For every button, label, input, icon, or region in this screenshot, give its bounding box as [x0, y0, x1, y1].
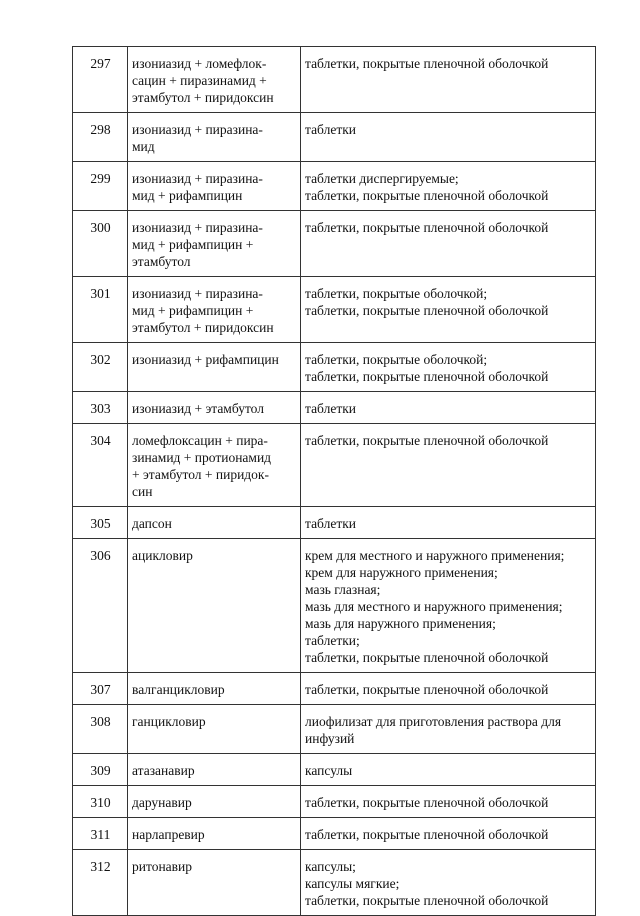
- dosage-form-line: таблетки;: [305, 633, 360, 648]
- dosage-form-cell: [301, 507, 596, 539]
- drug-name-line: + этамбутол + пиридок-: [132, 467, 269, 482]
- dosage-form-line: таблетки: [305, 122, 357, 137]
- row-number: 306: [73, 539, 128, 673]
- drug-name-cell: [128, 673, 301, 705]
- drug-name-line: изониазид + пиразина-: [132, 171, 263, 186]
- dosage-form-line: таблетки, покрытые пленочной оболочкой: [305, 795, 549, 810]
- table-row: [73, 424, 596, 507]
- dosage-form-line: таблетки диспергируемые;: [305, 171, 459, 186]
- drug-name-line: валганцикловир: [132, 682, 225, 697]
- dosage-form-line: таблетки, покрытые пленочной оболочкой: [305, 682, 549, 697]
- row-number: 310: [73, 786, 128, 818]
- drug-name-line: ломефлоксацин + пира-: [132, 433, 268, 448]
- drug-name-cell: [128, 705, 301, 754]
- dosage-form-line: крем для наружного применения;: [305, 565, 498, 580]
- drug-name-cell: [128, 211, 301, 277]
- dosage-form-cell: [301, 705, 596, 754]
- drug-name-line: нарлапревир: [132, 827, 205, 842]
- dosage-form-line: таблетки, покрытые пленочной оболочкой: [305, 650, 549, 665]
- row-number: 309: [73, 754, 128, 786]
- dosage-form-line: таблетки, покрытые пленочной оболочкой: [305, 220, 549, 235]
- drug-name-line: зинамид + протионамид: [132, 450, 272, 465]
- table-row: [73, 850, 596, 916]
- drug-name-cell: [128, 754, 301, 786]
- drug-name-line: мид + рифампицин: [132, 188, 243, 203]
- dosage-form-cell: [301, 277, 596, 343]
- table-body: [73, 47, 596, 916]
- drug-name-line: изониазид + этамбутол: [132, 401, 264, 416]
- table-row: [73, 211, 596, 277]
- table-row: [73, 705, 596, 754]
- drug-name-line: изониазид + пиразина-: [132, 286, 263, 301]
- dosage-form-cell: [301, 818, 596, 850]
- dosage-form-cell: [301, 162, 596, 211]
- table-row: [73, 507, 596, 539]
- dosage-form-line: капсулы: [305, 763, 353, 778]
- table-row: [73, 47, 596, 113]
- drug-name-cell: [128, 392, 301, 424]
- drug-name-line: ритонавир: [132, 859, 193, 874]
- row-number: 311: [73, 818, 128, 850]
- dosage-form-line: капсулы;: [305, 859, 356, 874]
- drug-name-cell: [128, 424, 301, 507]
- dosage-form-line: лиофилизат для приготовления раствора для: [305, 714, 562, 729]
- drug-name-cell: [128, 786, 301, 818]
- drug-name-cell: [128, 113, 301, 162]
- drug-name-line: дапсон: [132, 516, 172, 531]
- dosage-form-line: мазь для местного и наружного применения;: [305, 599, 563, 614]
- dosage-form-cell: [301, 211, 596, 277]
- row-number: 299: [73, 162, 128, 211]
- dosage-form-cell: [301, 392, 596, 424]
- dosage-form-cell: [301, 47, 596, 113]
- dosage-form-cell: [301, 539, 596, 673]
- drug-name-cell: [128, 539, 301, 673]
- drug-name-cell: [128, 162, 301, 211]
- drug-name-cell: [128, 47, 301, 113]
- table-row: [73, 818, 596, 850]
- dosage-form-line: таблетки, покрытые пленочной оболочкой: [305, 303, 549, 318]
- dosage-form-line: капсулы мягкие;: [305, 876, 400, 891]
- drug-name-line: дарунавир: [132, 795, 192, 810]
- dosage-form-line: инфузий: [305, 731, 355, 746]
- dosage-form-line: таблетки, покрытые пленочной оболочкой: [305, 893, 549, 908]
- drug-name-cell: [128, 850, 301, 916]
- row-number: 301: [73, 277, 128, 343]
- dosage-form-line: мазь глазная;: [305, 582, 381, 597]
- drug-name-line: этамбутол + пиридоксин: [132, 90, 274, 105]
- drug-name-line: мид + рифампицин +: [132, 303, 254, 318]
- table-row: [73, 392, 596, 424]
- row-number: 307: [73, 673, 128, 705]
- row-number: 297: [73, 47, 128, 113]
- drug-name-line: ацикловир: [132, 548, 193, 563]
- dosage-form-line: таблетки, покрытые оболочкой;: [305, 352, 488, 367]
- drug-name-cell: [128, 818, 301, 850]
- table-row: [73, 162, 596, 211]
- dosage-form-line: таблетки: [305, 516, 357, 531]
- drug-name-cell: [128, 343, 301, 392]
- table-row: [73, 113, 596, 162]
- dosage-form-line: крем для местного и наружного применения;: [305, 548, 565, 563]
- drug-name-line: этамбутол: [132, 254, 191, 269]
- row-number: 303: [73, 392, 128, 424]
- row-number: 302: [73, 343, 128, 392]
- drug-name-cell: [128, 277, 301, 343]
- row-number: 305: [73, 507, 128, 539]
- drug-name-line: мид: [132, 139, 155, 154]
- row-number: 312: [73, 850, 128, 916]
- dosage-form-cell: [301, 850, 596, 916]
- dosage-form-cell: [301, 343, 596, 392]
- table-row: [73, 754, 596, 786]
- drug-name-line: изониазид + пиразина-: [132, 220, 263, 235]
- dosage-form-line: таблетки, покрытые пленочной оболочкой: [305, 827, 549, 842]
- dosage-form-cell: [301, 673, 596, 705]
- dosage-form-line: таблетки, покрытые пленочной оболочкой: [305, 369, 549, 384]
- table-row: [73, 343, 596, 392]
- dosage-form-cell: [301, 424, 596, 507]
- dosage-form-line: таблетки, покрытые пленочной оболочкой: [305, 56, 549, 71]
- dosage-form-line: таблетки, покрытые пленочной оболочкой: [305, 188, 549, 203]
- drug-name-line: син: [132, 484, 153, 499]
- dosage-form-cell: [301, 113, 596, 162]
- drug-name-line: мид + рифампицин +: [132, 237, 254, 252]
- row-number: 308: [73, 705, 128, 754]
- table-row: [73, 539, 596, 673]
- table-row: [73, 786, 596, 818]
- dosage-form-cell: [301, 786, 596, 818]
- dosage-form-line: таблетки, покрытые оболочкой;: [305, 286, 488, 301]
- row-number: 300: [73, 211, 128, 277]
- dosage-form-line: таблетки: [305, 401, 357, 416]
- row-number: 304: [73, 424, 128, 507]
- drug-name-line: изониазид + пиразина-: [132, 122, 263, 137]
- drug-name-line: атазанавир: [132, 763, 195, 778]
- drug-name-cell: [128, 507, 301, 539]
- table-row: [73, 277, 596, 343]
- table-row: [73, 673, 596, 705]
- drug-name-line: изониазид + ломефлок-: [132, 56, 267, 71]
- drug-name-line: ганцикловир: [132, 714, 206, 729]
- dosage-form-cell: [301, 754, 596, 786]
- dosage-form-line: таблетки, покрытые пленочной оболочкой: [305, 433, 549, 448]
- drug-table: [72, 46, 596, 916]
- drug-name-line: этамбутол + пиридоксин: [132, 320, 274, 335]
- row-number: 298: [73, 113, 128, 162]
- drug-name-line: изониазид + рифампицин: [132, 352, 279, 367]
- drug-name-line: сацин + пиразинамид +: [132, 73, 267, 88]
- dosage-form-line: мазь для наружного применения;: [305, 616, 496, 631]
